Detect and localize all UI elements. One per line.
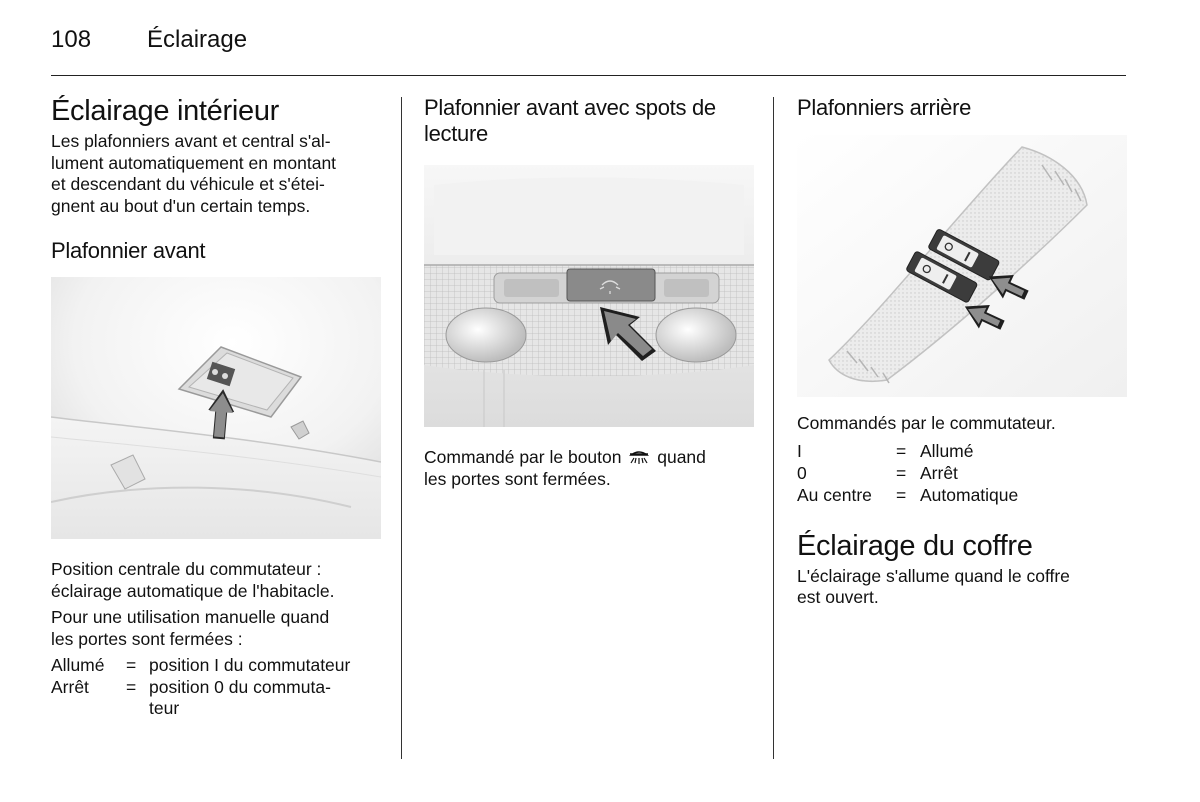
column-divider-2 bbox=[773, 97, 774, 759]
column-rear-lights bbox=[797, 95, 1127, 609]
front-light-definitions bbox=[51, 655, 386, 720]
section-title-interior-lighting: Éclairage intérieur bbox=[51, 95, 280, 127]
definition-row: Arrêt = position 0 du commuta- teur bbox=[51, 676, 331, 718]
paragraph-manual-use: Pour une utilisation manuelle quand les portes sont fermées : bbox=[51, 607, 330, 649]
column-reading-spots bbox=[424, 95, 756, 490]
subsection-title-front-light: Plafonnier avant bbox=[51, 238, 206, 263]
definition-row: Au centre = Automatique bbox=[797, 484, 1019, 505]
rear-lights-illustration bbox=[797, 135, 1127, 397]
section-title-trunk-lighting: Éclairage du coffre bbox=[797, 529, 1033, 562]
reading-light-icon bbox=[626, 450, 652, 466]
trunk-lighting-paragraph: L'éclairage s'allume quand le coffre est ouvert. bbox=[797, 565, 1070, 607]
column-divider-1 bbox=[401, 97, 402, 759]
reading-spots-illustration bbox=[424, 165, 754, 427]
column-interior-lighting bbox=[51, 95, 386, 720]
paragraph-central-position: Position centrale du commutateur : éclairage automatique de l'habitacle. bbox=[51, 559, 335, 601]
header-divider bbox=[51, 75, 1126, 76]
reading-spots-caption: Commandé par le bouton quand les portes sont fermées. bbox=[424, 447, 706, 489]
rear-lights-caption: Commandés par le commutateur. bbox=[797, 413, 1056, 433]
definition-row: Allumé = position I du commutateur bbox=[51, 655, 351, 675]
intro-paragraph: Les plafonniers avant et central s'al- lument automatiquement en montant et descendant du véhicule et s'étei- gnent au bout d'un certain temps. bbox=[51, 131, 337, 216]
rear-lights-definitions bbox=[797, 440, 1127, 506]
page-number: 108 bbox=[51, 26, 92, 53]
definition-row: I = Allumé bbox=[797, 440, 974, 461]
section-title-rear-lights: Plafonniers arrière bbox=[797, 95, 972, 120]
definition-row: 0 = Arrêt bbox=[797, 462, 958, 483]
front-dome-light-illustration bbox=[51, 277, 381, 539]
section-title-reading-spots: Plafonnier avant avec spots de lecture bbox=[424, 95, 716, 146]
chapter-title: Éclairage bbox=[147, 26, 248, 53]
